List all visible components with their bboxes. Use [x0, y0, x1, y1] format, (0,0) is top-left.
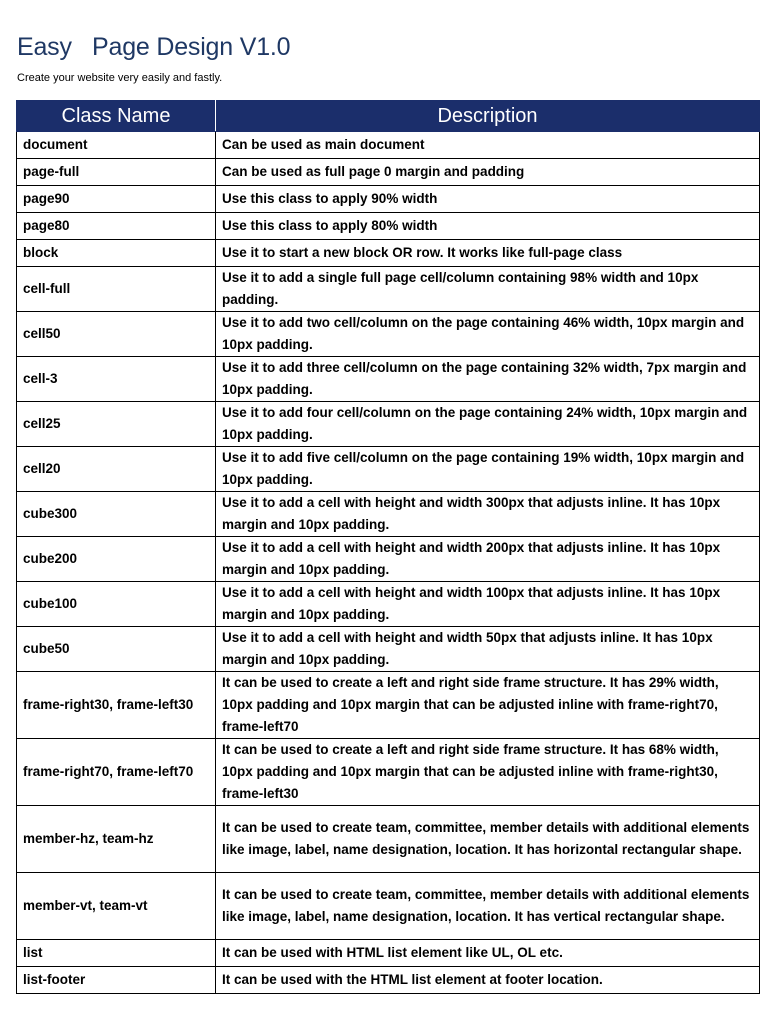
- table-row: [17, 357, 760, 402]
- table-row: [17, 940, 760, 967]
- table-row: [17, 240, 760, 267]
- class-name-cell: cell-3: [17, 357, 216, 402]
- class-name-cell: cube300: [17, 492, 216, 537]
- class-name-cell: member-vt, team-vt: [17, 873, 216, 940]
- page-title: Easy Page Design V1.0: [17, 33, 291, 61]
- table-body: [17, 132, 760, 994]
- page-subtitle: Create your website very easily and fastly.: [17, 72, 223, 84]
- description-cell: It can be used to create team, committee, member details with additional elements like image, label, name designation, location. It has vertical rectangular shape.: [216, 873, 760, 940]
- description-cell: Use it to add a cell with height and width 300px that adjusts inline. It has 10px margin and 10px padding.: [216, 492, 760, 537]
- column-header-description: Description: [216, 101, 760, 132]
- description-cell: Use it to add three cell/column on the page containing 32% width, 7px margin and 10px padding.: [216, 357, 760, 402]
- table-row: [17, 159, 760, 186]
- table-row: [17, 492, 760, 537]
- description-cell: Use it to add a cell with height and width 200px that adjusts inline. It has 10px margin and 10px padding.: [216, 537, 760, 582]
- class-name-cell: cell25: [17, 402, 216, 447]
- table-row: [17, 312, 760, 357]
- description-cell: Can be used as main document: [216, 132, 760, 159]
- table-row: [17, 537, 760, 582]
- class-name-cell: cube100: [17, 582, 216, 627]
- table-row: [17, 132, 760, 159]
- description-cell: Use it to add four cell/column on the page containing 24% width, 10px margin and 10px padding.: [216, 402, 760, 447]
- table-row: [17, 627, 760, 672]
- table-header-row: [17, 101, 760, 132]
- table-row: [17, 402, 760, 447]
- class-name-cell: page80: [17, 213, 216, 240]
- class-name-cell: cell-full: [17, 267, 216, 312]
- class-name-cell: cell20: [17, 447, 216, 492]
- description-cell: It can be used with HTML list element like UL, OL etc.: [216, 940, 760, 967]
- table-row: [17, 967, 760, 994]
- class-name-cell: list-footer: [17, 967, 216, 994]
- description-cell: Use this class to apply 90% width: [216, 186, 760, 213]
- class-name-cell: cube50: [17, 627, 216, 672]
- description-cell: It can be used to create a left and right side frame structure. It has 29% width, 10px padding and 10px margin that can be adjusted inline with frame-right70, frame-left70: [216, 672, 760, 739]
- column-header-class-name: Class Name: [17, 101, 216, 132]
- table-row: [17, 267, 760, 312]
- class-name-cell: document: [17, 132, 216, 159]
- class-table: [16, 100, 760, 994]
- table-row: [17, 582, 760, 627]
- description-cell: Use it to add a cell with height and width 100px that adjusts inline. It has 10px margin and 10px padding.: [216, 582, 760, 627]
- description-cell: Use it to add a cell with height and width 50px that adjusts inline. It has 10px margin and 10px padding.: [216, 627, 760, 672]
- class-name-cell: frame-right70, frame-left70: [17, 739, 216, 806]
- table-row: [17, 447, 760, 492]
- table-row: [17, 672, 760, 739]
- description-cell: It can be used to create a left and right side frame structure. It has 68% width, 10px padding and 10px margin that can be adjusted inline with frame-right30, frame-left30: [216, 739, 760, 806]
- table-row: [17, 806, 760, 873]
- class-name-cell: cell50: [17, 312, 216, 357]
- class-name-cell: page90: [17, 186, 216, 213]
- table-row: [17, 739, 760, 806]
- class-name-cell: member-hz, team-hz: [17, 806, 216, 873]
- description-cell: Use it to add five cell/column on the page containing 19% width, 10px margin and 10px padding.: [216, 447, 760, 492]
- class-name-cell: cube200: [17, 537, 216, 582]
- table-row: [17, 213, 760, 240]
- class-name-cell: list: [17, 940, 216, 967]
- description-cell: It can be used to create team, committee, member details with additional elements like image, label, name designation, location. It has horizontal rectangular shape.: [216, 806, 760, 873]
- description-cell: Use it to add two cell/column on the page containing 46% width, 10px margin and 10px padding.: [216, 312, 760, 357]
- description-cell: Use this class to apply 80% width: [216, 213, 760, 240]
- description-cell: Use it to start a new block OR row. It works like full-page class: [216, 240, 760, 267]
- table-row: [17, 186, 760, 213]
- description-cell: Can be used as full page 0 margin and padding: [216, 159, 760, 186]
- class-name-cell: frame-right30, frame-left30: [17, 672, 216, 739]
- description-cell: It can be used with the HTML list element at footer location.: [216, 967, 760, 994]
- class-name-cell: page-full: [17, 159, 216, 186]
- class-name-cell: block: [17, 240, 216, 267]
- table-row: [17, 873, 760, 940]
- description-cell: Use it to add a single full page cell/column containing 98% width and 10px padding.: [216, 267, 760, 312]
